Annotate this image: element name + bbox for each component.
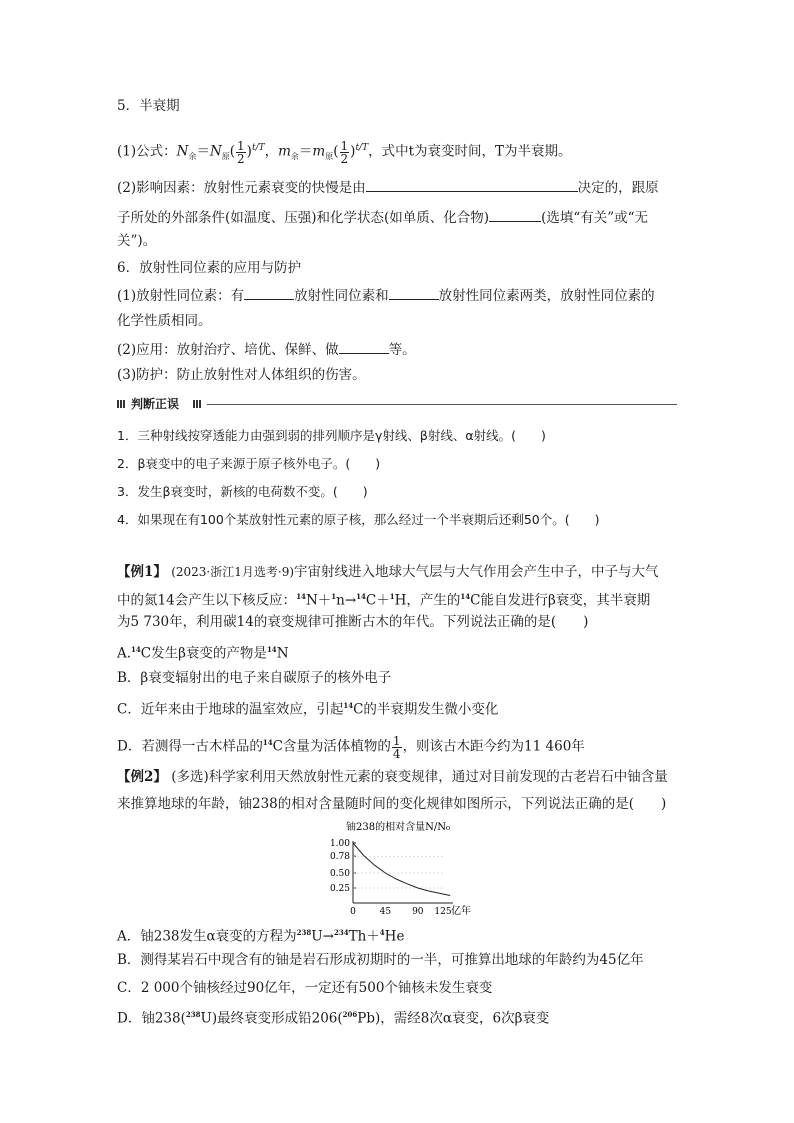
protection-line: (3)防护：防止放射性对人体组织的伤害。 [117, 367, 366, 383]
judge-header-title: 判断正误 [131, 397, 180, 411]
header-mark [117, 400, 125, 408]
isotope-line-2: 化学性质相同。 [117, 313, 212, 329]
x-tick-label: 0 [350, 907, 356, 917]
half-life-formula: (1)公式：$N_余=N_原$( $\frac{1}{2}$ )$^{t/T}$，$m_余=m_原$( $\frac{1}{2}$ )$^{t/T}$，式中t为衰变时间，T为半衰期。 [117, 138, 572, 166]
factor-line-2: 子所处的外部条件(如温度、压强)和化学状态(如单质、化合物) (选填“有关”或“无 [117, 207, 648, 228]
answer-blank[interactable] [489, 207, 541, 222]
example-1-option-c[interactable]: C．近年来由于地球的温室效应，引起$^{14}$C的半衰期发生微小变化 [117, 701, 499, 718]
example-2-option-d[interactable]: D．铀238($^{238}$U)最终衰变形成铅206($^{206}$Pb)，需经8次α衰变，6次β衰变 [117, 1010, 550, 1027]
isotope-line-1: (1)放射性同位素：有 放射性同位素和 放射性同位素两类，放射性同位素的 [117, 285, 655, 306]
example-1-line-2: 中的氮14会产生以下核反应：$^{14}$N＋$^1$n→$^{14}$C＋$^1$H，产生的$^{14}$C能自发进行β衰变，其半衰期 [117, 592, 651, 609]
application-line: (2)应用：放射治疗、培优、保鲜、做 等。 [117, 339, 416, 360]
judge-section-header [117, 396, 677, 412]
judge-item: 3．发生β衰变时，新核的电荷数不变。( ) [117, 484, 368, 499]
example-1-option-a[interactable]: A.$^{14}$C发生β衰变的产物是$^{14}$N [117, 645, 289, 662]
y-tick-label: 0.50 [329, 869, 350, 879]
example-2-option-c[interactable]: C．2 000个铀核经过90亿年，一定还有500个铀核未发生衰变 [117, 980, 493, 996]
section-6-title: 6．放射性同位素的应用与防护 [117, 260, 302, 276]
example-2-option-a[interactable]: A．铀238发生α衰变的方程为$^{238}$U→$^{234}$Th＋$^4$He [117, 928, 405, 945]
uranium-decay-chart [318, 818, 478, 918]
x-tick-label: 45 [379, 907, 392, 917]
x-tick-label: 90 [412, 907, 424, 917]
judge-item: 2．β衰变中的电子来源于原子核外电子。( ) [117, 456, 381, 471]
header-mark [193, 400, 201, 408]
example-2-line-1: 【例2】 (多选)科学家利用天然放射性元素的衰变规律，通过对目前发现的古老岩石中铀含量 [117, 769, 668, 785]
example-1-option-d[interactable]: D．若测得一古木样品的$^{14}$C含量为活体植物的 $\frac{1}{4}$ ，则该古木距今约为11 460年 [117, 733, 585, 761]
judge-item: 1．三种射线按穿透能力由强到弱的排列顺序是γ射线、β射线、α射线。( ) [117, 428, 546, 443]
example-1-line-3: 为5 730年，利用碳14的衰变规律可推断古木的年代。下列说法正确的是( ) [117, 614, 589, 630]
answer-blank[interactable] [389, 285, 439, 300]
decay-curve [353, 843, 450, 896]
y-tick-label: 0.25 [329, 884, 350, 894]
example-1-option-b[interactable]: B．β衰变辐射出的电子来自碳原子的核外电子 [117, 670, 392, 686]
y-tick-label: 1.00 [329, 839, 350, 849]
section-5-title: 5．半衰期 [117, 98, 180, 114]
answer-blank[interactable] [366, 177, 578, 192]
example-1-line-1: 【例1】 (2023·浙江1月选考·9)宇宙射线进入地球大气层与大气作用会产生中子，中子与大气 [117, 564, 659, 580]
header-rule [207, 404, 677, 405]
factor-line-3: 关”)。 [117, 233, 157, 249]
chart-title: 铀238的相对含量N/N₀ [346, 822, 450, 833]
answer-blank[interactable] [339, 339, 389, 354]
factor-line-1: (2)影响因素：放射性元素衰变的快慢是由 决定的，跟原 [117, 177, 659, 198]
x-axis-label: 亿年 [451, 906, 471, 917]
example-2-line-2: 来推算地球的年龄，铀238的相对含量随时间的变化规律如图所示，下列说法正确的是( ) [117, 796, 667, 812]
x-tick-label: 125 [434, 907, 452, 917]
answer-blank[interactable] [244, 285, 294, 300]
judge-item: 4．如果现在有100个某放射性元素的原子核，那么经过一个半衰期后还剩50个。( ) [117, 512, 600, 527]
example-2-option-b[interactable]: B．测得某岩石中现含有的铀是岩石形成初期时的一半，可推算出地球的年龄约为45亿年 [117, 952, 644, 968]
y-tick-label: 0.78 [329, 852, 350, 863]
